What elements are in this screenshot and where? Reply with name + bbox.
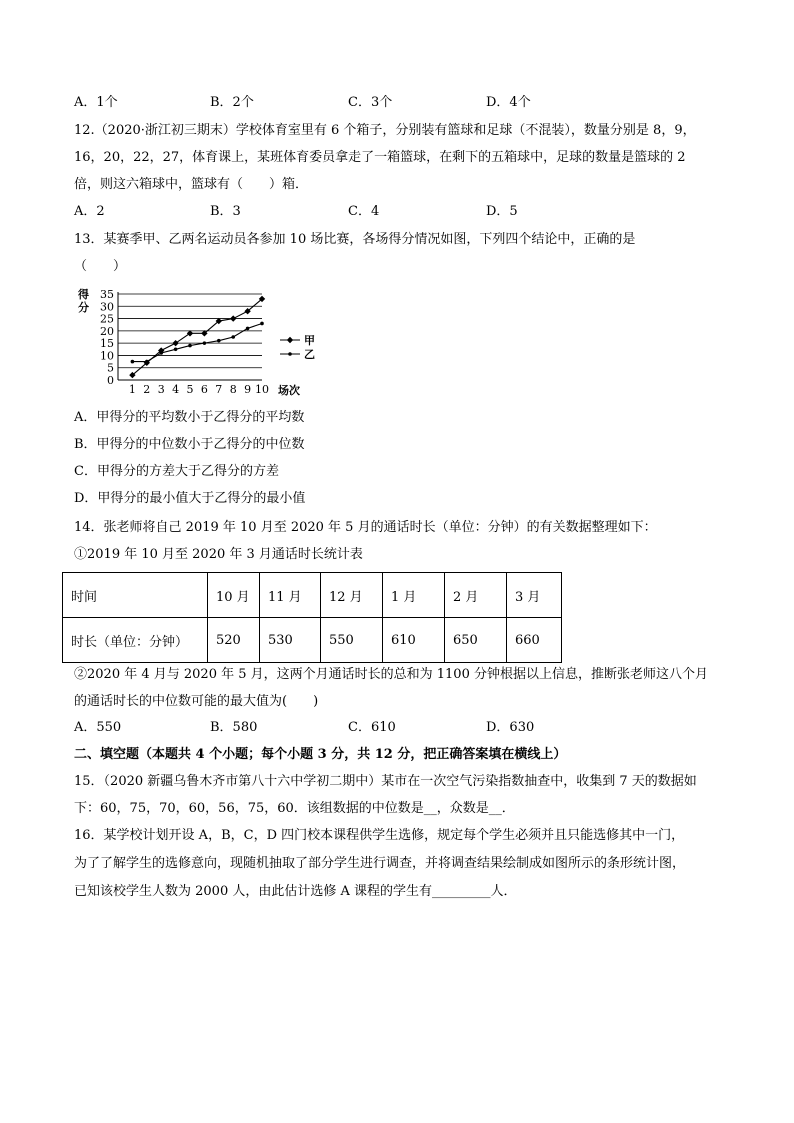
data-point [188, 344, 192, 348]
score-line-chart [74, 284, 364, 402]
q12-option-b: B．3 [210, 204, 241, 219]
chart-series [129, 296, 265, 379]
q11-option-c: C．3个 [348, 95, 393, 110]
q16-line-3: 已知该校学生人数为 2000 人，由此估计选修 A 课程的学生有_________人． [74, 884, 517, 899]
q13-option-c: C．甲得分的方差大于乙得分的方差 [74, 464, 279, 479]
y-tick-label: 20 [100, 324, 114, 338]
table-cell: 610 [383, 618, 445, 663]
data-point [260, 322, 264, 326]
table-cell: 530 [260, 618, 321, 663]
q16-line-2: 为了了解学生的选修意向，现随机抽取了部分学生进行调查，并将调查结果绘制成如图所示的条形统计图， [74, 856, 686, 871]
q14-table-title: ①2019 年 10 月至 2020 年 3 月通话时长统计表 [74, 547, 363, 562]
data-point [203, 341, 207, 345]
q14-after-line-2: 的通话时长的中位数可能的最大值为( ) [74, 694, 319, 709]
table-row [63, 573, 562, 618]
q14-option-b: B．580 [210, 720, 258, 735]
q11-option-d: D．4个 [486, 95, 531, 110]
data-point [217, 339, 221, 343]
y-tick-label: 15 [100, 337, 114, 351]
q15-line-1: 15．（2020 新疆乌鲁木齐市第八十六中学初二期中）某市在一次空气污染指数抽查中，收集到 7 天的数据如 [74, 774, 697, 789]
q13-line-1: 13．某赛季甲、乙两名运动员各参加 10 场比赛，各场得分情况如图，下列四个结论中，正确的是 [74, 232, 636, 247]
data-point [246, 327, 250, 331]
y-tick-label: 25 [100, 312, 114, 326]
data-point [230, 315, 236, 321]
data-point [159, 351, 163, 355]
table-cell: 12 月 [321, 573, 383, 618]
y-axis-title: 分 [78, 301, 89, 314]
q14-option-a: A．550 [74, 720, 122, 735]
table-cell: 时长（单位：分钟） [63, 618, 208, 663]
data-point [131, 360, 135, 364]
table-row [63, 618, 562, 663]
x-tick-label: 3 [157, 383, 165, 396]
table-cell: 11 月 [260, 573, 321, 618]
q12-line-3: 倍，则这六箱球中，篮球有（ ）箱． [74, 177, 309, 192]
q14-option-d: D．630 [486, 720, 535, 735]
x-tick-label: 9 [244, 383, 252, 396]
data-point [172, 340, 178, 346]
table-cell: 3 月 [507, 573, 562, 618]
q12-option-a: A．2 [74, 204, 105, 219]
y-tick-label: 35 [100, 288, 114, 301]
table-cell: 10 月 [208, 573, 260, 618]
data-point [174, 347, 178, 351]
q15-line-2: 下：60，75，70，60，56，75，60．该组数据的中位数是__，众数是__． [74, 801, 515, 816]
data-point [231, 335, 235, 339]
legend-label: 乙 [304, 348, 315, 361]
q12-line-2: 16，20，22，27，体育课上，某班体育委员拿走了一箱篮球，在剩下的五箱球中，足球的数量是篮球的 2 [74, 150, 686, 165]
q13-option-d: D．甲得分的最小值大于乙得分的最小值 [74, 491, 306, 506]
q14-option-c: C．610 [348, 720, 396, 735]
q13-option-b: B．甲得分的中位数小于乙得分的中位数 [74, 437, 305, 452]
q14-line-1: 14．张老师将自己 2019 年 10 月至 2020 年 5 月的通话时长（单位：分钟）的有关数据整理如下： [74, 520, 657, 535]
q13-line-2: （ ） [74, 259, 127, 274]
table-cell: 1 月 [383, 573, 445, 618]
q13-option-a: A．甲得分的平均数小于乙得分的平均数 [74, 410, 305, 425]
call-duration-table [62, 572, 562, 663]
legend-label: 甲 [304, 334, 315, 347]
x-tick-label: 2 [143, 383, 151, 396]
q12-line-1: 12.（2020·浙江初三期末）学校体育室里有 6 个箱子，分别装有篮球和足球（不混装），数量分别是 8，9， [74, 123, 696, 138]
x-tick-label: 8 [229, 383, 237, 396]
table-cell: 660 [507, 618, 562, 663]
y-axis-title: 得 [78, 288, 89, 301]
x-tick-label: 10 [255, 383, 269, 396]
series-line [132, 299, 262, 375]
x-tick-label: 4 [172, 383, 180, 396]
q16-line-1: 16．某学校计划开设 A，B，C，D 四门校本课程供学生选修，规定每个学生必须并且只能选修其中一门， [74, 828, 685, 843]
x-tick-label: 1 [128, 383, 136, 396]
y-tick-label: 30 [100, 300, 114, 314]
table-cell: 550 [321, 618, 383, 663]
series-line [132, 323, 262, 361]
table-cell: 2 月 [445, 573, 507, 618]
q12-option-c: C．4 [348, 204, 380, 219]
q11-option-a: A．1个 [74, 95, 118, 110]
q14-after-line-1: ②2020 年 4 月与 2020 年 5 月，这两个月通话时长的总和为 1100 分钟根据以上信息，推断张老师这八个月 [74, 667, 708, 682]
x-tick-label: 5 [186, 383, 194, 396]
table-cell: 650 [445, 618, 507, 663]
x-axis-title: 场次 [278, 384, 300, 397]
y-tick-label: 5 [107, 361, 114, 375]
x-tick-label: 6 [200, 383, 208, 396]
data-point [145, 360, 149, 364]
legend-marker [288, 352, 292, 356]
y-tick-label: 10 [100, 349, 114, 363]
q11-option-b: B．2个 [210, 95, 254, 110]
y-tick-label: 0 [107, 374, 114, 387]
table-cell: 520 [208, 618, 260, 663]
q12-option-d: D．5 [486, 204, 518, 219]
legend-marker [287, 337, 293, 343]
table-cell: 时间 [63, 573, 208, 618]
x-tick-label: 7 [215, 383, 223, 396]
section-heading: 二、填空题（本题共 4 个小题；每个小题 3 分，共 12 分，把正确答案填在横线上） [74, 747, 567, 762]
